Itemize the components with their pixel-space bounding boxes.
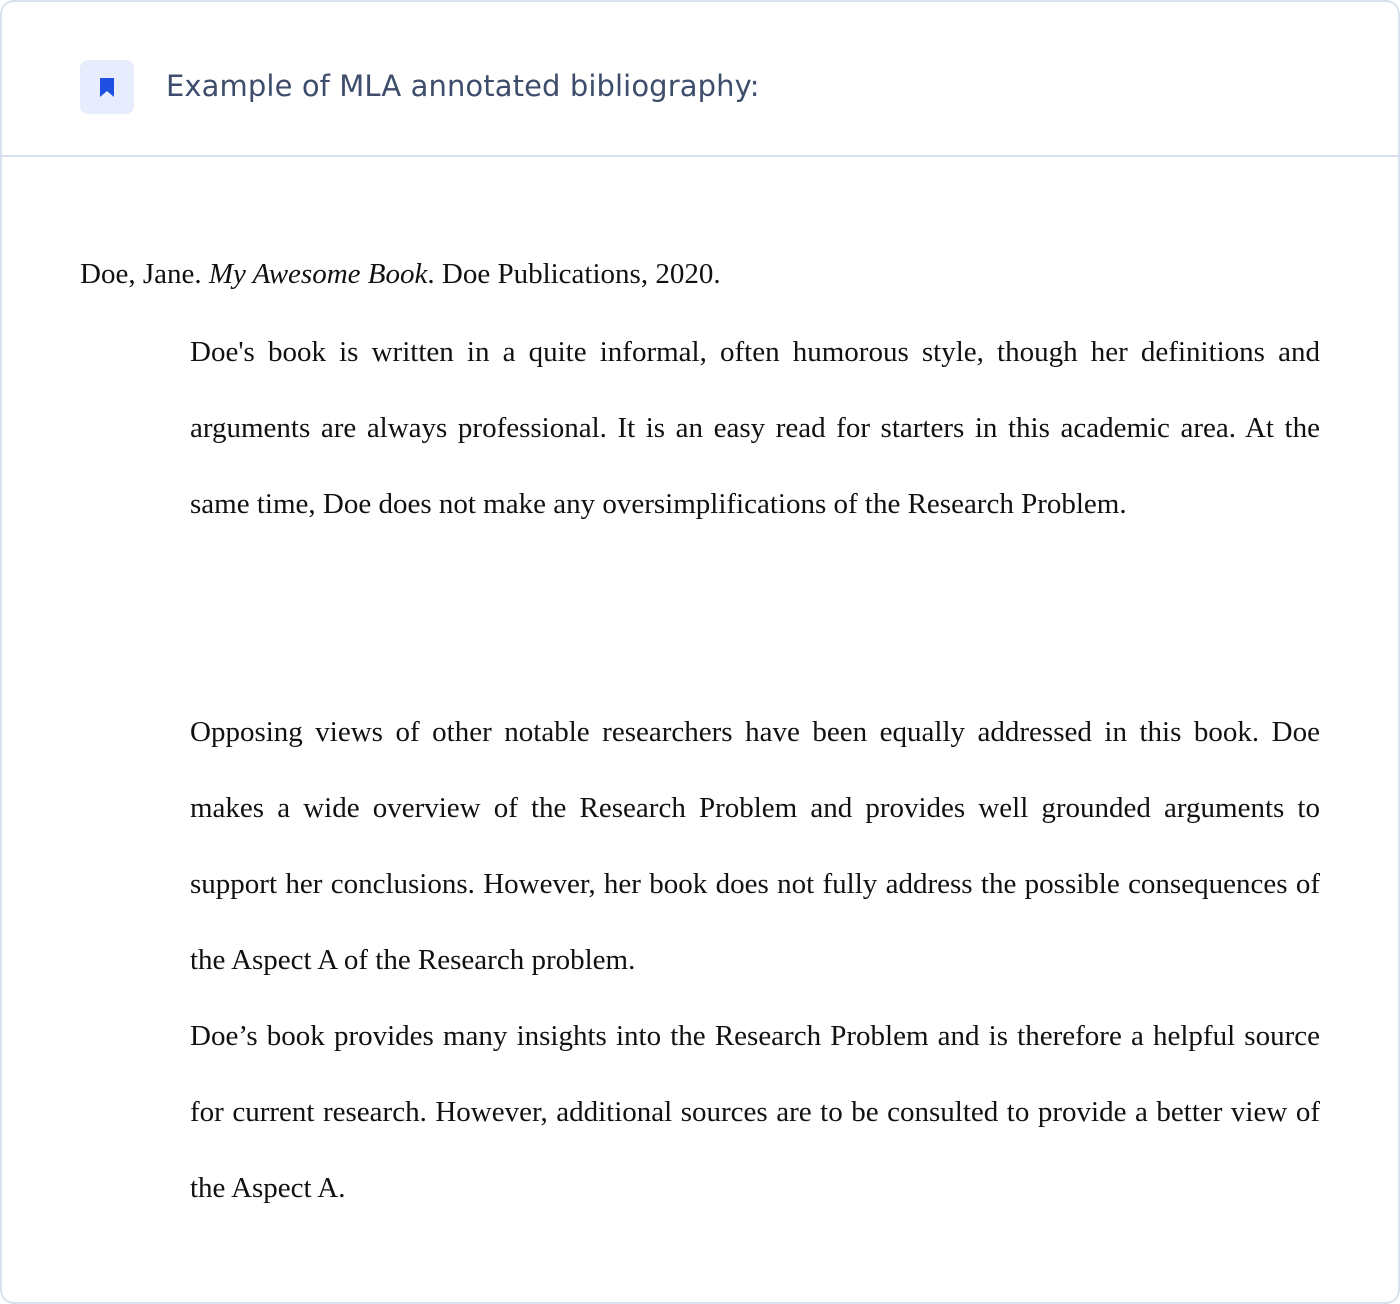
citation-book-title: My Awesome Book xyxy=(208,258,428,290)
citation-author: Doe, Jane. xyxy=(80,258,209,290)
annotation-paragraph: Opposing views of other notable researchers have been equally addressed in this book. Doe makes a wide overview of the Research Problem and provides well grounded arguments to support her conclusions. However, her book does not fully address the possible consequences of the Aspect A of the Research problem. xyxy=(190,716,1320,976)
citation-publisher-year: . Doe Publications, 2020. xyxy=(427,258,721,290)
card-header xyxy=(2,2,1398,157)
card-title: Example of MLA annotated bibliography: xyxy=(166,69,760,103)
annotation-paragraph: Doe's book is written in a quite informal, often humorous style, though her definitions and arguments are always professional. It is an easy read for starters in this academic area. At the same time, Doe does not make any oversimplifications of the Research Problem. xyxy=(190,336,1320,520)
annotation-paragraph: Doe’s book provides many insights into the Research Problem and is therefore a helpful source for current research. However, additional sources are to be consulted to provide a better view of the Aspect A. xyxy=(190,1020,1320,1204)
bibliography-citation xyxy=(80,252,721,296)
bookmark-badge xyxy=(80,60,134,114)
bookmark-icon xyxy=(98,78,116,98)
